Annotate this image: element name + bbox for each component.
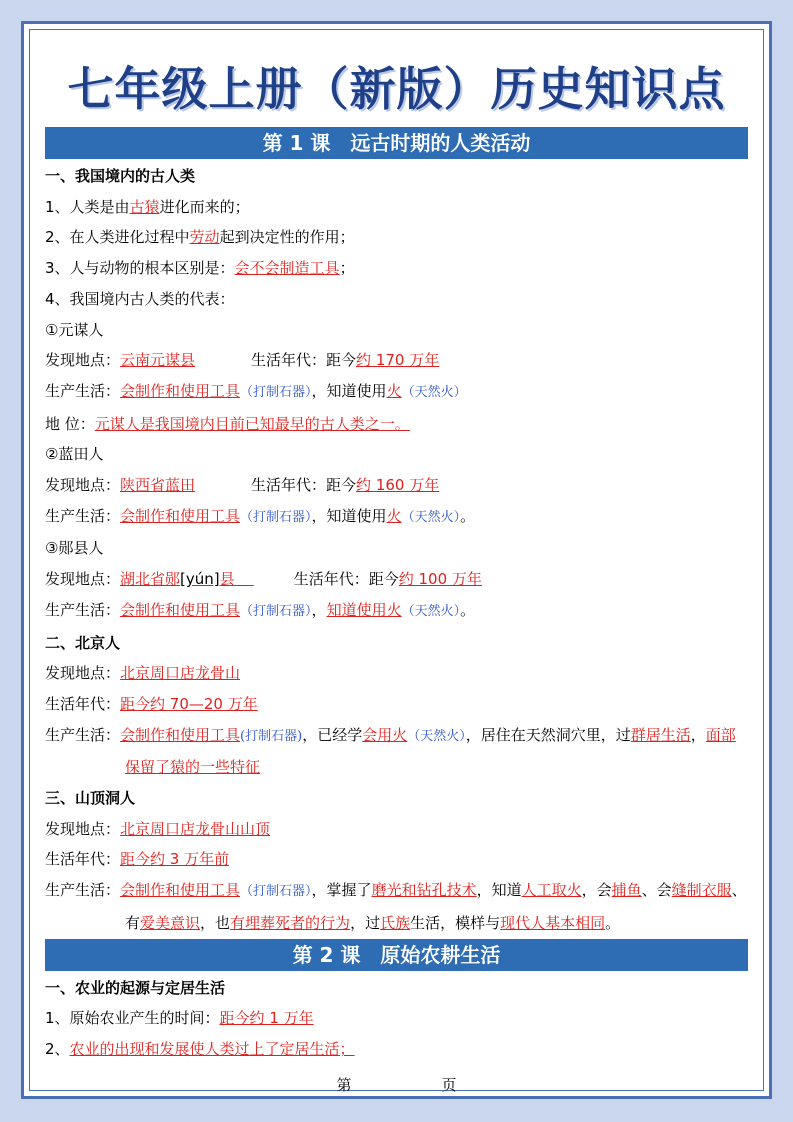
note: （打制石器）	[240, 509, 312, 525]
key-term: 火	[386, 506, 402, 525]
point-line: 1、人类是由古猿进化而来的；	[45, 197, 250, 216]
note: （天然火）	[401, 509, 461, 525]
section-heading: 一、我国境内的古人类	[45, 167, 196, 185]
point-line: 3、人与动物的根本区别是：会不会制造工具；	[45, 259, 355, 278]
key-term: 距今约 70—20 万年	[120, 694, 258, 713]
point-line: 生产生活：会制作和使用工具(打制石器)，已经学会用火（天然火），居住在天然洞穴里，过群居生活，面部保留了猿的一些特征	[45, 725, 736, 777]
document-body	[45, 127, 748, 1065]
key-term: 会制作和使用工具	[120, 600, 241, 619]
point-line: 4、我国境内古人类的代表：	[45, 289, 235, 308]
point-line: 2、农业的出现和发展使人类过上了定居生活；	[45, 1039, 355, 1058]
key-term: 有埋葬死者的行为	[230, 913, 351, 932]
key-term: 距今约 3 万年前	[120, 850, 230, 869]
note: （天然火）	[401, 603, 461, 619]
key-term: 磨光和钻孔技术	[371, 881, 477, 900]
key-term: 陕西省蓝田	[120, 476, 196, 495]
point-line: 发现地点：北京周口店龙骨山	[45, 664, 241, 683]
key-term: 缝制衣服	[671, 881, 732, 900]
key-term: 元谋人是我国境内目前已知最早的古人类之一。	[94, 414, 410, 433]
note: （打制石器）	[240, 384, 312, 400]
note: (打制石器)	[240, 728, 303, 744]
lesson-1-banner: 第 1 课 远古时期的人类活动	[45, 127, 748, 159]
key-term: 面部保留了猿的一些特征	[125, 725, 736, 777]
key-term: 群居生活	[630, 725, 691, 744]
page-footer	[0, 1074, 793, 1095]
point-line: 发现地点：北京周口店龙骨山山顶	[45, 819, 271, 838]
key-term: 北京周口店龙骨山	[120, 664, 241, 683]
key-term: 会制作和使用工具	[120, 881, 241, 900]
subheading: ①元谋人	[45, 320, 104, 339]
key-term: 爱美意识	[140, 913, 201, 932]
key-term: 火	[386, 381, 402, 400]
key-term: 会制作和使用工具	[120, 725, 241, 744]
note: （天然火）	[401, 384, 467, 400]
key-term: 距今约 1 万年	[219, 1009, 314, 1028]
point-line: 发现地点：云南元谋县 生活年代：距今约 170 万年	[45, 351, 440, 370]
section-heading: 三、山顶洞人	[45, 789, 136, 808]
note: （打制石器）	[240, 603, 312, 619]
key-term: 会制作和使用工具	[120, 506, 241, 525]
page-title: 七年级上册（新版）历史知识点	[67, 62, 726, 116]
key-term: 农业的出现和发展使人类过上了定居生活；	[69, 1039, 355, 1058]
key-term: 约 160 万年	[356, 476, 440, 495]
key-term: 劳动	[189, 228, 220, 247]
subheading: ②蓝田人	[45, 445, 104, 464]
point-line: 生产生活：会制作和使用工具（打制石器），知道使用火（天然火）	[45, 381, 467, 400]
key-term: 会不会制造工具	[234, 259, 340, 278]
point-line: 生活年代：距今约 3 万年前	[45, 850, 230, 869]
point-line: 发现地点：湖北省郧[yún]县 生活年代：距今约 100 万年	[45, 570, 482, 589]
point-line: 1、原始农业产生的时间：距今约 1 万年	[45, 1009, 314, 1028]
point-line: 2、在人类进化过程中劳动起到决定性的作用；	[45, 228, 355, 247]
note: （天然火）	[407, 728, 466, 744]
section-heading: 一、农业的起源与定居生活	[45, 978, 226, 997]
point-line: 生产生活：会制作和使用工具（打制石器），知道使用火（天然火）。	[45, 506, 476, 525]
point-line: 生产生活：会制作和使用工具（打制石器），知道使用火（天然火）。	[45, 600, 476, 619]
point-line: 生产生活：会制作和使用工具（打制石器），掌握了磨光和钻孔技术，知道人工取火，会捕鱼、会缝制衣服、有爱美意识，也有埋葬死者的行为，过氏族生活，模样与现代人基本相同。	[45, 881, 747, 932]
key-term: 古猿	[129, 197, 160, 216]
key-term: 人工取火	[521, 881, 582, 900]
key-term: 约 100 万年	[398, 570, 482, 589]
point-line: 生活年代：距今约 70—20 万年	[45, 694, 258, 713]
point-line: 地 位：元谋人是我国境内目前已知最早的古人类之一。	[45, 414, 410, 433]
footer-label: 页	[441, 1076, 457, 1094]
key-term: 北京周口店龙骨山山顶	[120, 819, 271, 838]
key-term: 现代人基本相同	[500, 913, 606, 932]
key-term: 会制作和使用工具	[120, 381, 241, 400]
key-term: 会用火	[362, 725, 408, 744]
note: （打制石器）	[240, 884, 312, 900]
subheading: ③郧县人	[45, 539, 104, 558]
key-term: 云南元谋县	[120, 351, 196, 370]
footer-label: 第	[336, 1076, 352, 1094]
key-term: 约 170 万年	[356, 351, 440, 370]
lesson-2-banner: 第 2 课 原始农耕生活	[45, 939, 748, 971]
key-term: 氏族	[380, 913, 411, 932]
point-line: 发现地点：陕西省蓝田 生活年代：距今约 160 万年	[45, 476, 440, 495]
key-term: 湖北省郧[yún]县	[120, 570, 235, 589]
key-term: 捕鱼	[611, 881, 642, 900]
key-term: 知道使用火	[326, 600, 402, 619]
section-heading: 二、北京人	[45, 633, 121, 652]
